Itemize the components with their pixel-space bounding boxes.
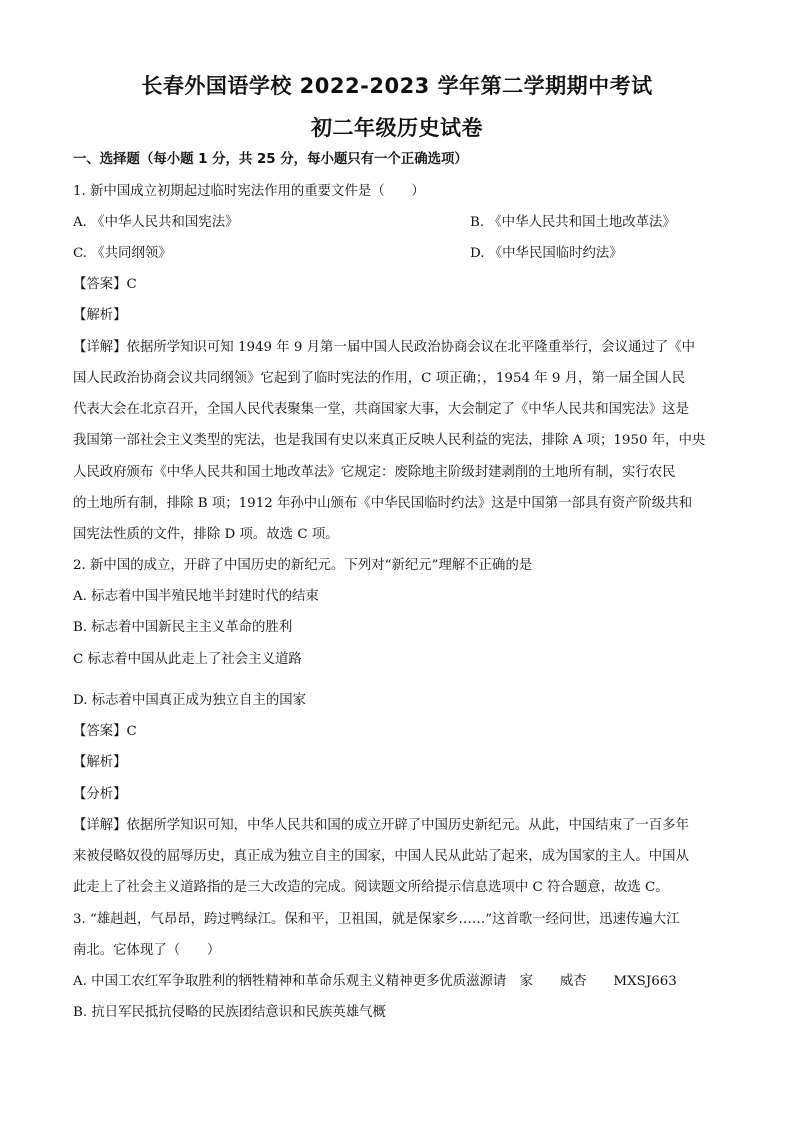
q1-detail-line: 国宪法性质的文件，排除 D 项。故选 C 项。 xyxy=(73,527,339,542)
q1-option-c: C. 《共同纲领》 xyxy=(73,246,172,261)
q1-answer: 【答案】C xyxy=(73,277,137,292)
q2-detail-line: 【详解】依据所学知识可知，中华人民共和国的成立开辟了中国历史新纪元。从此，中国结束了一百多年 xyxy=(73,818,689,833)
exam-subtitle: 初二年级历史试卷 xyxy=(311,116,483,140)
q2-stem: 2. 新中国的成立，开辟了中国历史的新纪元。下列对“新纪元”理解不正确的是 xyxy=(73,558,533,573)
q3-stem-line: 3. “雄赳赳，气昂昂，跨过鸭绿江。保和平，卫祖国，就是保家乡……”这首歌一经问世，迅速传遍大江 xyxy=(73,912,680,927)
q1-option-d: D. 《中华民国临时约法》 xyxy=(470,246,623,261)
exam-title: 长春外国语学校 2022-2023 学年第二学期期中考试 xyxy=(141,74,653,98)
section-heading: 一、选择题（每小题 1 分，共 25 分，每小题只有一个正确选项） xyxy=(73,152,468,167)
q1-detail-line: 的土地所有制，排除 B 项；1912 年孙中山颁布《中华民国临时约法》这是中国第一部具有资产阶级共和 xyxy=(73,496,693,511)
q2-option-c: C 标志着中国从此走上了社会主义道路 xyxy=(73,652,302,667)
q1-detail-line: 人民政府颁布《中华人民共和国土地改革法》它规定：废除地主阶级封建剥削的土地所有制，实行农民 xyxy=(73,465,676,480)
q1-option-a: A. 《中华人民共和国宪法》 xyxy=(73,215,239,230)
q3-option-a: A. 中国工农红军争取胜利的牺牲精神和革命乐观主义精神更多优质滋源请 家 威杏 MXSJ663 xyxy=(73,974,677,989)
q2-answer: 【答案】C xyxy=(73,724,137,739)
q2-analysis-label: 【解析】 xyxy=(73,755,127,770)
q1-detail-line: 国人民政治协商会议共同纲领》它起到了临时宪法的作用，C 项正确；，1954 年 9 月，第一届全国人民 xyxy=(73,371,686,386)
q1-stem: 1. 新中国成立初期起过临时宪法作用的重要文件是（ ） xyxy=(73,184,425,199)
q1-detail-line: 代表大会在北京召开，全国人民代表聚集一堂，共商国家大事，大会制定了《中华人民共和国宪法》这是 xyxy=(73,402,689,417)
q3-stem-line: 南北。它体现了（ ） xyxy=(73,943,221,958)
q1-options-row2 xyxy=(73,244,723,264)
q2-detail-line: 此走上了社会主义道路指的是三大改造的完成。阅读题文所给提示信息选项中 C 符合题意，故选 C。 xyxy=(73,880,669,895)
q2-fenxi-label: 【分析】 xyxy=(73,787,127,802)
q1-analysis-label: 【解析】 xyxy=(73,308,127,323)
q2-detail-line: 来被侵略奴役的屈辱历史，真正成为独立自主的国家，中国人民从此站了起来，成为国家的主人。中国从 xyxy=(73,849,689,864)
q2-option-b: B. 标志着中国新民主主义革命的胜利 xyxy=(73,620,293,635)
q1-option-b: B. 《中华人民共和国土地改革法》 xyxy=(470,215,676,230)
q1-options-row1 xyxy=(73,213,723,233)
q2-option-d: D. 标志着中国真正成为独立自主的国家 xyxy=(73,693,307,708)
q3-option-b: B. 抗日军民抵抗侵略的民族团结意识和民族英雄气概 xyxy=(73,1005,386,1020)
q1-detail-line: 【详解】依据所学知识可知 1949 年 9 月第一届中国人民政治协商会议在北平隆重举行，会议通过了《中 xyxy=(73,340,696,355)
q2-option-a: A. 标志着中国半殖民地半封建时代的结束 xyxy=(73,589,319,604)
q1-detail-line: 我国第一部社会主义类型的宪法，也是我国有史以来真正反映人民利益的宪法，排除 A 项；1950 年，中央 xyxy=(73,433,706,448)
